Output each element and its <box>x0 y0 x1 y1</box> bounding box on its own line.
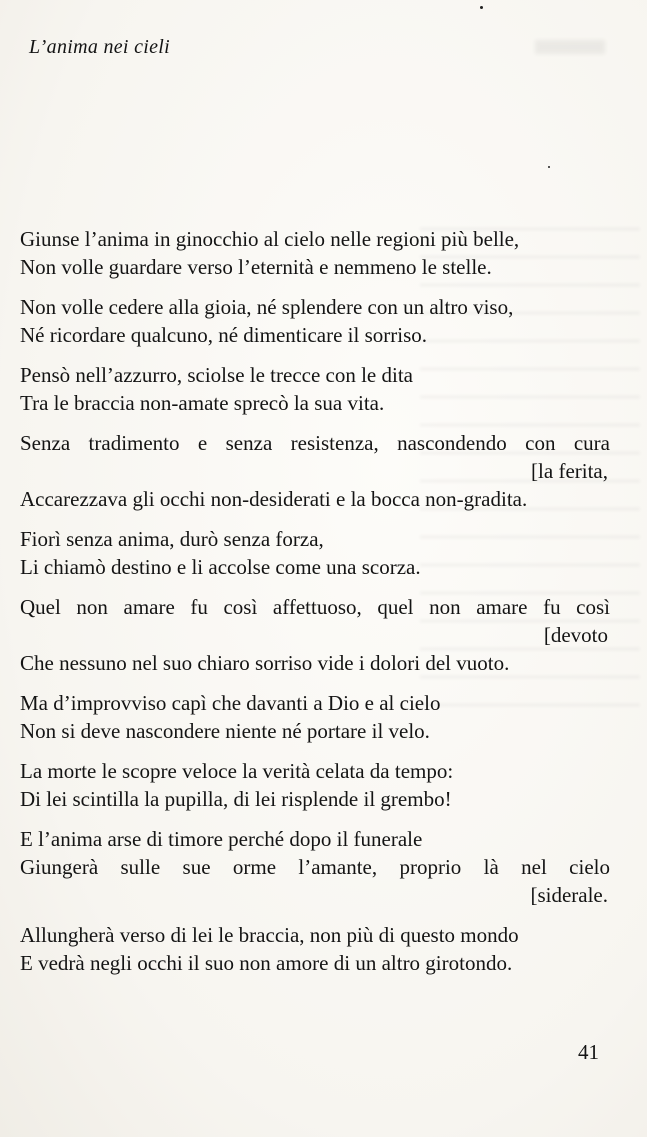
poem-line: Tra le braccia non-amate sprecò la sua vita. <box>20 391 385 415</box>
poem-line: Li chiamò destino e li accolse come una scorza. <box>20 555 421 579</box>
ink-speck <box>480 6 483 9</box>
poem-line: Giungerà sulle sue orme l’amante, proprio là nel cielo <box>20 855 610 879</box>
poem-line: Pensò nell’azzurro, sciolse le trecce con le dita <box>20 363 413 387</box>
poem-line-continuation: [siderale. <box>530 883 608 907</box>
stanza <box>20 757 610 813</box>
page-number: 41 <box>578 1040 599 1064</box>
poem-line: Né ricordare qualcuno, né dimenticare il sorriso. <box>20 323 428 347</box>
stanza <box>20 225 610 281</box>
poem-line: E vedrà negli occhi il suo non amore di un altro girotondo. <box>20 951 513 975</box>
stanza <box>20 361 610 417</box>
poem-line: Non volle cedere alla gioia, né splendere con un altro viso, <box>20 295 514 319</box>
poem-line: Che nessuno nel suo chiaro sorriso vide i dolori del vuoto. <box>20 651 510 675</box>
poem-body <box>20 225 610 989</box>
stanza <box>20 593 610 677</box>
poem-line: Ma d’improvviso capì che davanti a Dio e al cielo <box>20 691 441 715</box>
poem-line: Non si deve nascondere niente né portare il velo. <box>20 719 430 743</box>
poem-line-continuation: [la ferita, <box>531 459 608 483</box>
poem-line: La morte le scopre veloce la verità celata da tempo: <box>20 759 454 783</box>
ink-speck <box>548 166 550 168</box>
poem-line: E l’anima arse di timore perché dopo il funerale <box>20 827 423 851</box>
poem-line: Accarezzava gli occhi non-desiderati e la bocca non-gradita. <box>20 487 528 511</box>
stanza <box>20 525 610 581</box>
running-title: L’anima nei cieli <box>29 36 170 58</box>
poem-line: Quel non amare fu così affettuoso, quel non amare fu così <box>20 595 610 619</box>
poem-line-continuation: [devoto <box>543 623 608 647</box>
poem-line: Non volle guardare verso l’eternità e nemmeno le stelle. <box>20 255 492 279</box>
stanza <box>20 825 610 909</box>
poem-line: Senza tradimento e senza resistenza, nascondendo con cura <box>20 431 610 455</box>
stanza <box>20 293 610 349</box>
poem-line: Allungherà verso di lei le braccia, non più di questo mondo <box>20 923 519 947</box>
stanza <box>20 429 610 513</box>
poem-line: Giunse l’anima in ginocchio al cielo nelle regioni più belle, <box>20 227 520 251</box>
show-through-header <box>535 40 605 54</box>
poem-line: Di lei scintilla la pupilla, di lei risplende il grembo! <box>20 787 452 811</box>
stanza <box>20 689 610 745</box>
stanza <box>20 921 610 977</box>
poem-line: Fiorì senza anima, durò senza forza, <box>20 527 324 551</box>
